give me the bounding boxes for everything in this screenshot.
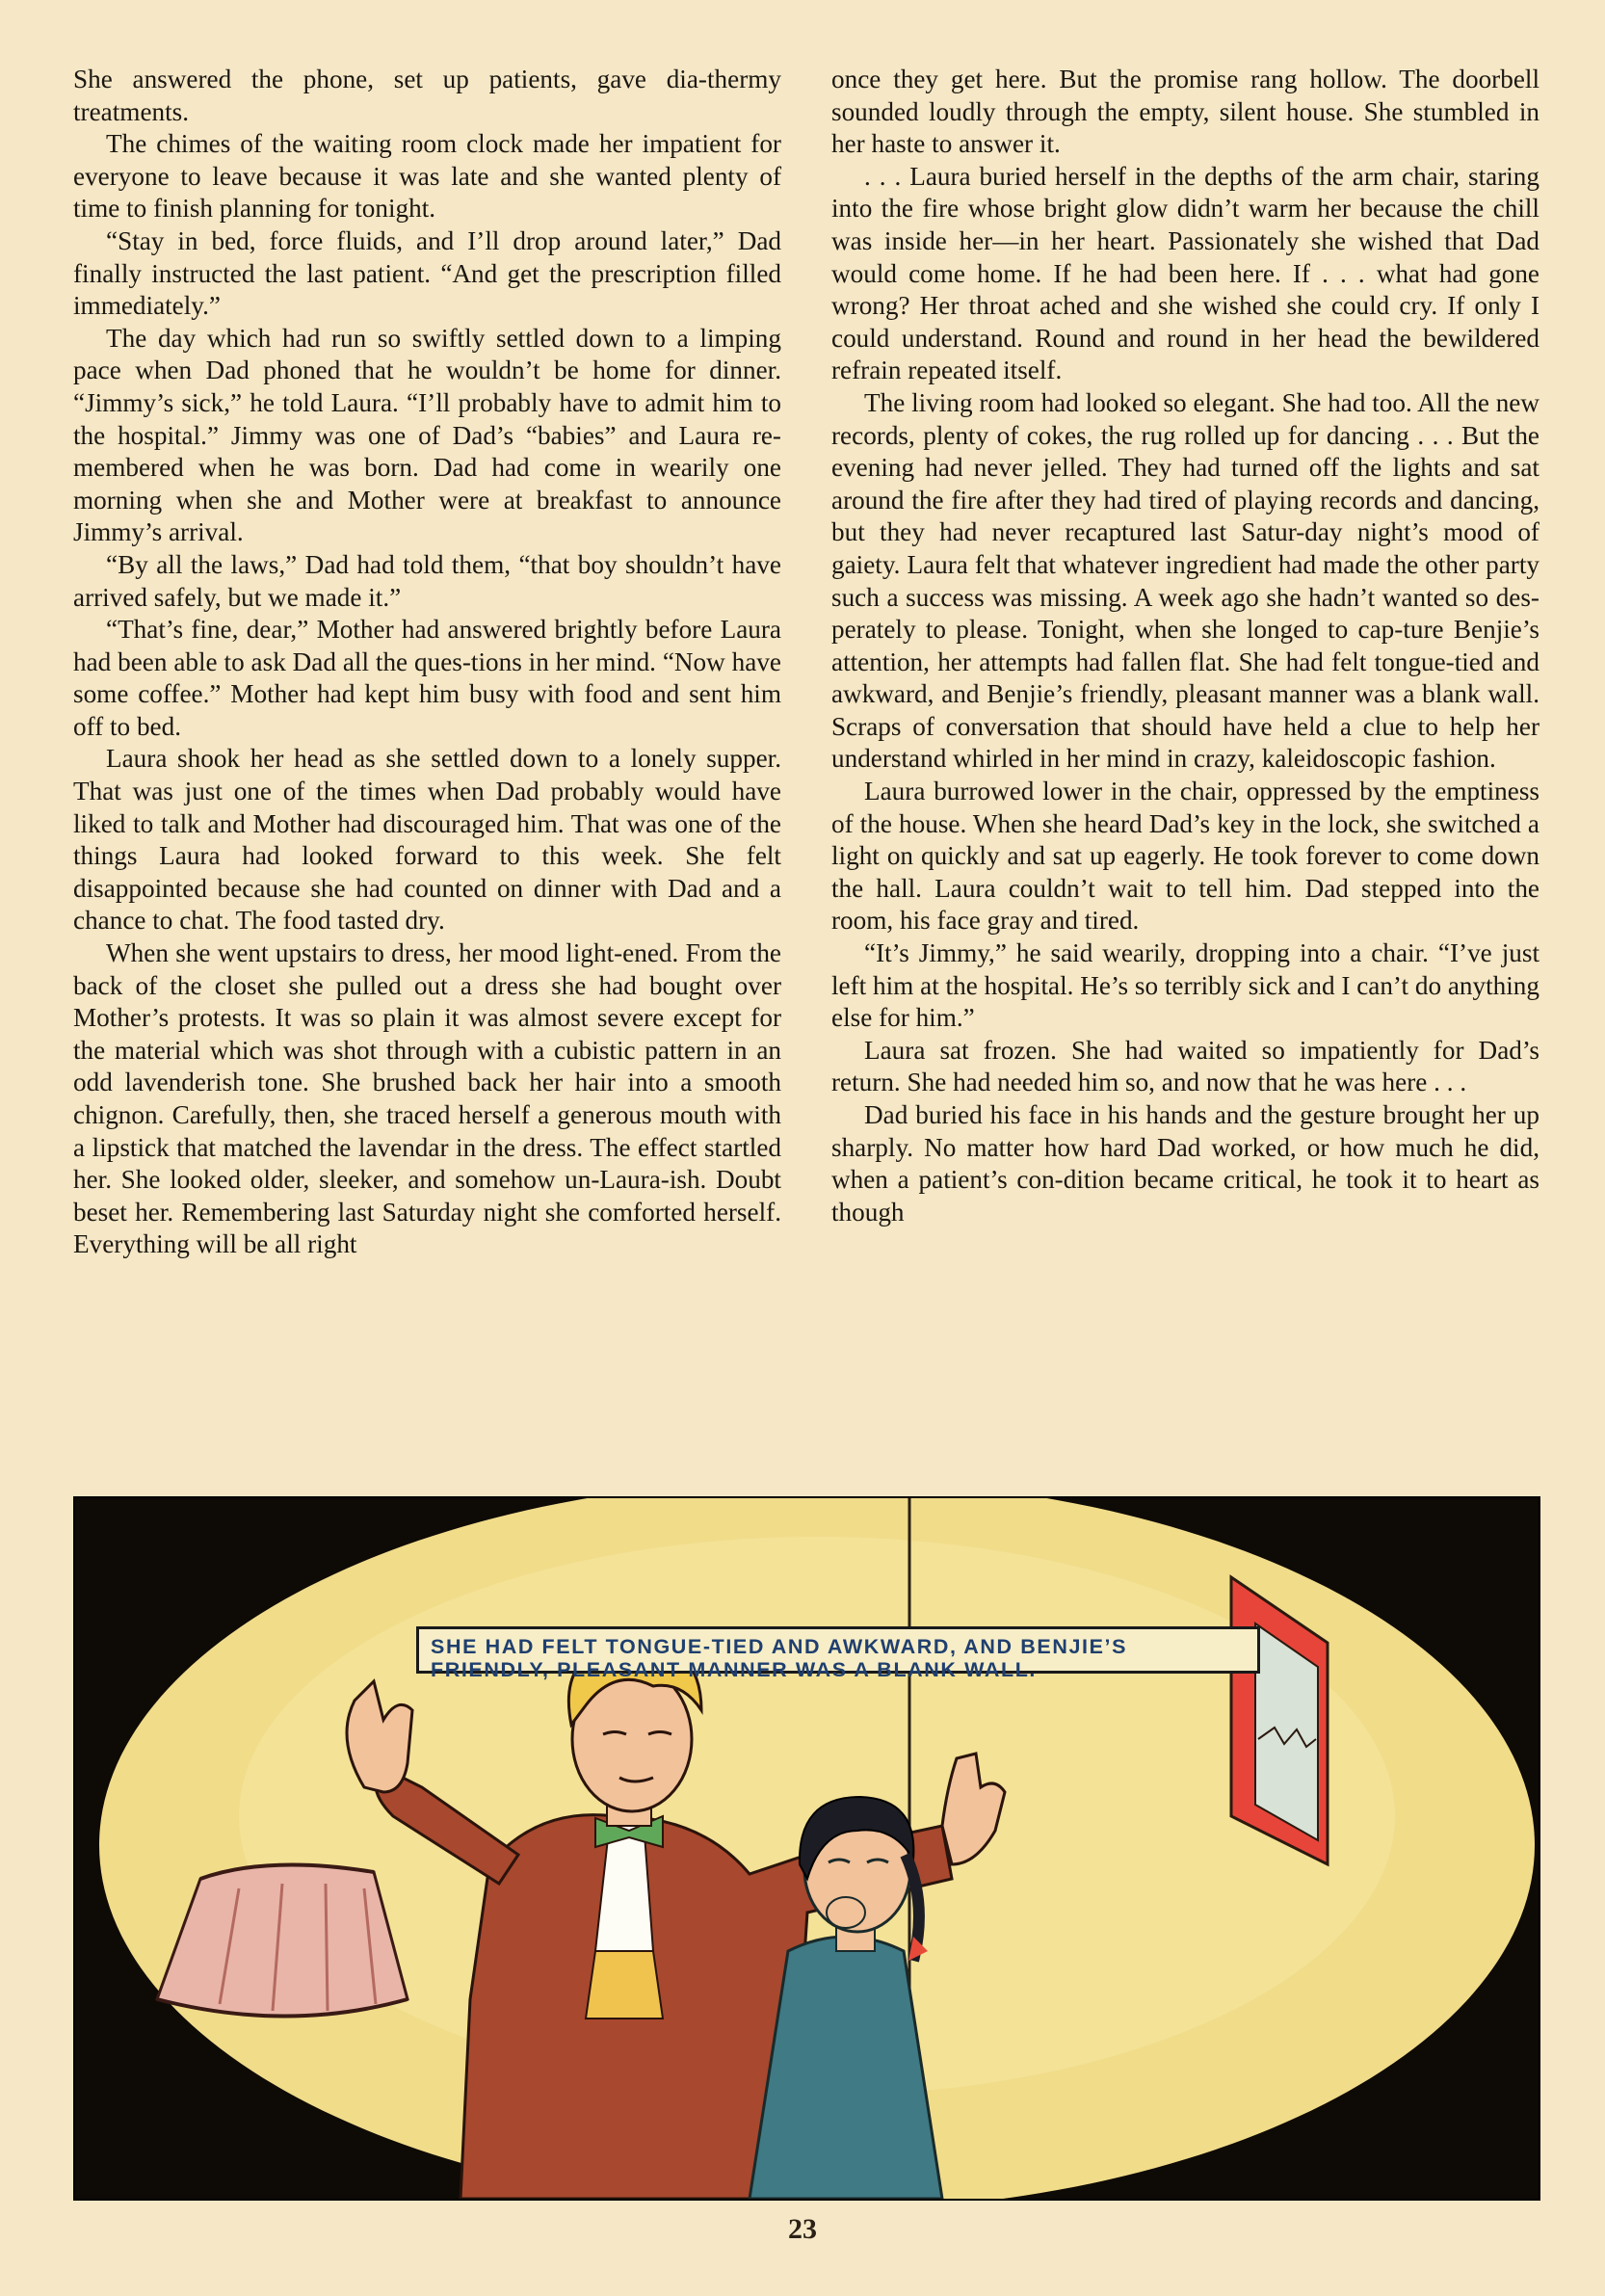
paragraph: “It’s Jimmy,” he said wearily, dropping into a chair. “I’ve just left him at the hospital. He’s so terribly sick and I can’t do anything else for him.” bbox=[831, 938, 1539, 1033]
paragraph: Laura shook her head as she settled down to a lonely supper. That was just one of the times when Dad probably would have liked to talk and Mother had discouraged him. That was one of the things Laura had looked forward to this week. She felt disappointed because she had counted on dinner with Dad and a chance to chat. The food tasted dry. bbox=[73, 744, 781, 936]
paragraph: The day which had run so swiftly settled down to a limping pace when Dad phoned that he wouldn’t be home for dinner. “Jimmy’s sick,” he told Laura. “I’ll probably have to admit him to the hospital.” Jimmy was one of Dad’s “babies” and Laura re-membered when he was born. Dad had come in wearily one morning when she and Mother were at breakfast to announce Jimmy’s arrival. bbox=[73, 323, 781, 547]
paragraph: She answered the phone, set up patients, gave dia-thermy treatments. bbox=[73, 65, 781, 126]
paragraph: once they get here. But the promise rang hollow. The doorbell sounded loudly through the empty, silent house. She stumbled in her haste to answer it. bbox=[831, 65, 1539, 159]
comic-panel-illustration bbox=[75, 1498, 1539, 2199]
text-column-right bbox=[831, 64, 1539, 1228]
paragraph: Laura burrowed lower in the chair, oppressed by the emptiness of the house. When she heard Dad’s key in the lock, she switched a light on quickly and sat up eagerly. He took forever to come down the hall. Laura couldn’t wait to tell him. Dad stepped into the room, his face gray and tired. bbox=[831, 777, 1539, 936]
paragraph: “That’s fine, dear,” Mother had answered brightly before Laura had been able to ask Dad all the ques-tions in her mind. “Now have some coffee.” Mother had kept him busy with food and sent him off to bed. bbox=[73, 615, 781, 741]
page-number: 23 bbox=[788, 2213, 817, 2245]
paragraph: “By all the laws,” Dad had told them, “that boy shouldn’t have arrived safely, but we made it.” bbox=[73, 549, 781, 612]
paragraph: When she went upstairs to dress, her mood light-ened. From the back of the closet she pulled out a dress she had bought over Mother’s protests. It was so plain it was almost severe except for the material which was shot through with a cubistic pattern in an odd lavenderish tone. She brushed back her hair into a smooth chignon. Carefully, then, she traced herself a generous mouth with a lipstick that matched the lavendar in the dress. The effect startled her. She looked older, sleeker, and somehow un-Laura-ish. Doubt beset her. Remembering last Saturday night she comforted herself. Everything will be all right bbox=[73, 938, 781, 1259]
text-column-left bbox=[73, 64, 781, 1261]
paragraph: Laura sat frozen. She had waited so impatiently for Dad’s return. She had needed him so, and now that he was here . . . bbox=[831, 1035, 1539, 1097]
paragraph: The chimes of the waiting room clock made her impatient for everyone to leave because it was late and she wanted plenty of time to finish planning for tonight. bbox=[73, 129, 781, 224]
panel-caption: SHE HAD FELT TONGUE-TIED AND AWKWARD, AND BENJIE’S FRIENDLY, PLEASANT MANNER WAS A BLANK WALL. bbox=[416, 1626, 1260, 1674]
paragraph: The living room had looked so elegant. She had too. All the new records, plenty of cokes, the rug rolled up for dancing . . . But the evening had never jelled. They had turned off the lights and sat around the fire after they had tired of playing records and dancing, but they had never recaptured last Satur-day night’s mood of gaiety. Laura felt that whatever ingredient had made the other party such a success was missing. A week ago she hadn’t wanted so des-perately to please. Tonight, when she longed to cap-ture Benjie’s attention, her attempts had fallen flat. She had felt tongue-tied and awkward, and Benjie’s friendly, pleasant manner was a blank wall. Scraps of conversation that should have held a clue to help her understand whirled in her mind in crazy, kaleidoscopic fashion. bbox=[831, 387, 1539, 774]
paragraph: “Stay in bed, force fluids, and I’ll drop around later,” Dad finally instructed the last patient. “And get the prescription filled immediately.” bbox=[73, 225, 781, 321]
paragraph: . . . Laura buried herself in the depths of the arm chair, staring into the fire whose bright glow didn’t warm her because the chill was inside her—in her heart. Passionately she wished that Dad would come home. If he had been here. If . . . what had gone wrong? Her throat ached and she wished she could cry. If only I could understand. Round and round in her head the bewildered refrain repeated itself. bbox=[831, 161, 1539, 385]
comic-panel bbox=[73, 1496, 1540, 2201]
paragraph: Dad buried his face in his hands and the gesture brought her up sharply. No matter how hard Dad worked, or how much he did, when a patient’s con-dition became critical, he took it to heart as though bbox=[831, 1100, 1539, 1227]
